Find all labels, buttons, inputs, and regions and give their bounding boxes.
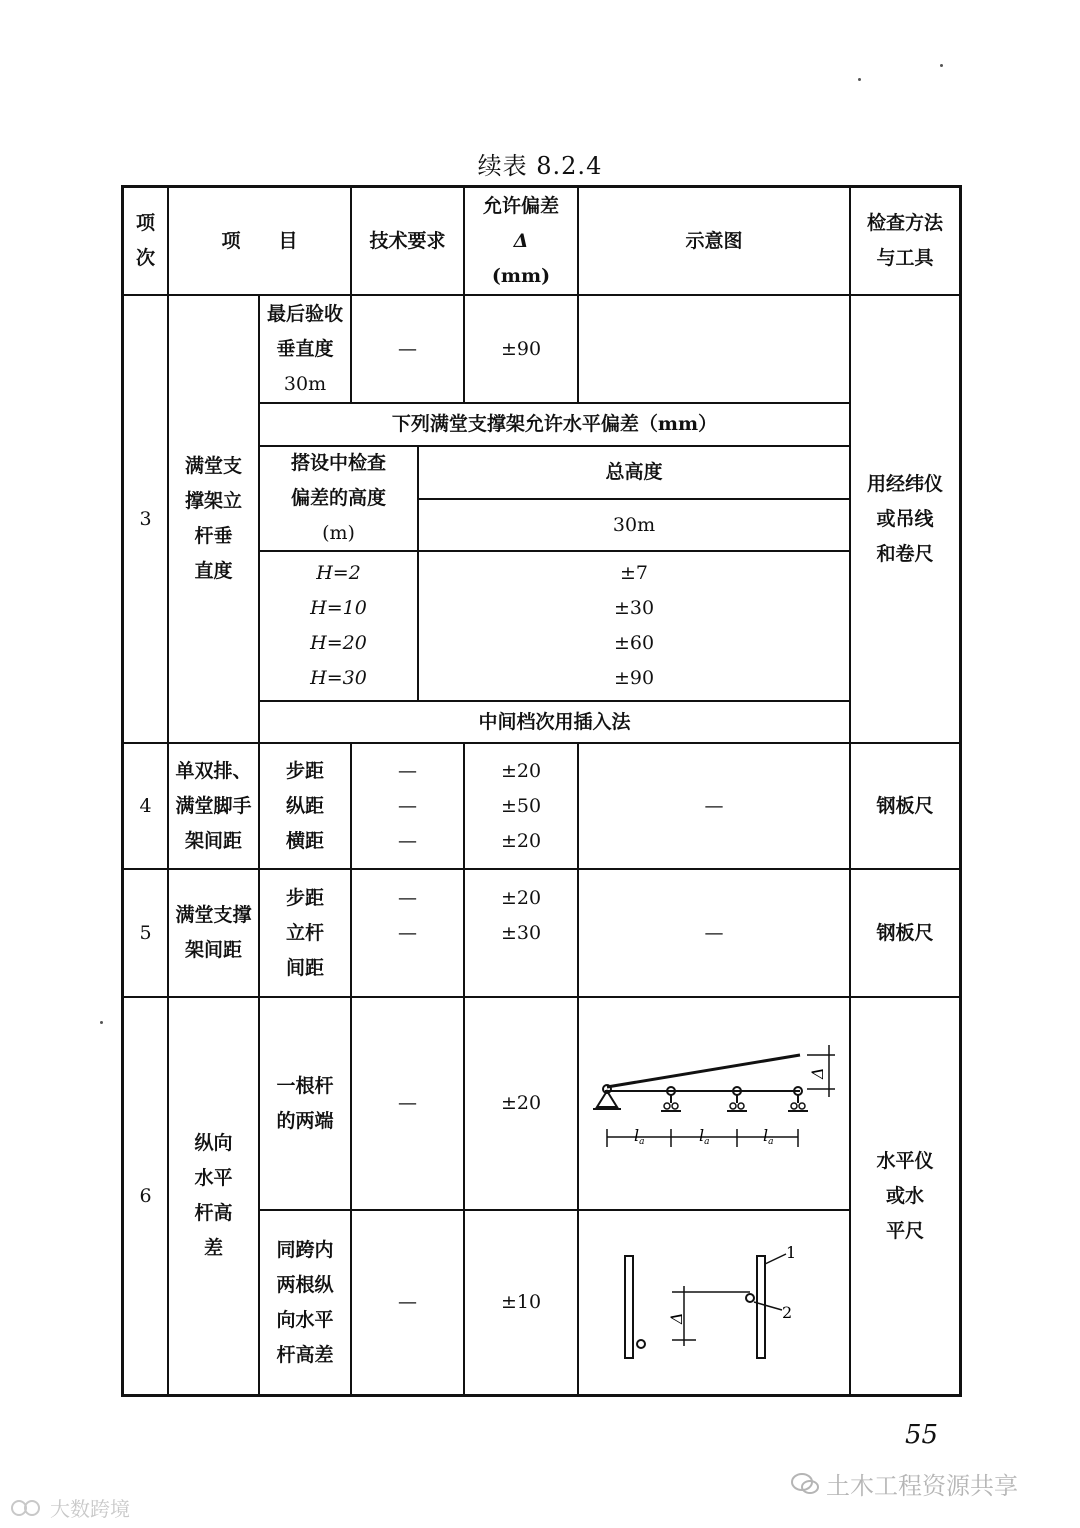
table-border-right — [959, 185, 962, 1397]
list-item: ±90 — [613, 667, 655, 689]
diagram-bar-ends — [585, 1025, 845, 1165]
row6-item: 纵向 水平 杆高 差 — [194, 1132, 233, 1259]
list-item: H=20 — [310, 632, 367, 654]
span-label: la — [699, 1126, 710, 1147]
row5-method: 钢板尺 — [876, 921, 934, 944]
list-item: H=2 — [316, 562, 361, 584]
header-col-diagram: 示意图 — [685, 229, 743, 252]
row6-sub1-requirement: — — [398, 1092, 417, 1114]
row3-subtable-title: 下列满堂支撑架允许水平偏差（mm） — [391, 413, 718, 435]
header-col-requirement: 技术要求 — [369, 229, 446, 252]
row4-item: 单双排、 满堂脚手 架间距 — [175, 759, 252, 852]
brand-logo-icon — [10, 1497, 46, 1519]
list-item: H=10 — [310, 597, 367, 619]
diagram-two-bars — [600, 1238, 830, 1368]
row3-requirement: — — [398, 337, 417, 360]
row5-deviation: ±20 ±30 — [500, 887, 542, 944]
wechat-icon — [790, 1471, 820, 1497]
row3-subhead-30m: 30m — [612, 513, 656, 536]
row6-sub1-item: 一根杆 的两端 — [276, 1074, 334, 1132]
row4-sub-item: 步距 纵距 横距 — [285, 759, 324, 852]
table-caption: 续表 8.2.4 — [477, 152, 603, 180]
header-col-deviation: 允许偏差 Δ (mm) — [482, 194, 559, 287]
row3-deviation: ±90 — [500, 337, 542, 360]
callout-1: 1 — [786, 1243, 797, 1262]
row6-sub1-deviation: ±20 — [500, 1092, 542, 1114]
row5-number: 5 — [139, 921, 152, 944]
row6-sub2-requirement: — — [398, 1291, 417, 1313]
row4-number: 4 — [139, 794, 152, 817]
row4-method: 钢板尺 — [876, 794, 934, 817]
callout-2: 2 — [782, 1303, 793, 1322]
row3-note: 中间档次用插入法 — [478, 710, 631, 733]
span-label: la — [634, 1126, 645, 1147]
row6-number: 6 — [139, 1184, 152, 1207]
row3-method: 用经纬仪 或吊线 和卷尺 — [866, 472, 943, 565]
row3-number: 3 — [139, 507, 152, 530]
header-col-method: 检查方法 与工具 — [866, 212, 943, 269]
delta-label: Δ — [667, 1312, 686, 1324]
list-item: H=30 — [310, 667, 367, 689]
scan-speck — [940, 64, 943, 67]
row3-heights-list — [260, 552, 417, 700]
support-pin-icon — [593, 1085, 621, 1109]
scan-speck — [858, 78, 861, 81]
row3-item: 满堂支 撑架立 杆垂 直度 — [184, 455, 242, 582]
list-item: ±60 — [613, 632, 655, 654]
row3-subhead-total: 总高度 — [605, 461, 663, 483]
header-col-index: 项 次 — [135, 212, 155, 269]
row3-sub-item: 最后验收 垂直度 30m — [266, 302, 343, 395]
table-border-bottom — [121, 1394, 962, 1397]
row4-requirement: — — — — [398, 759, 417, 852]
span-label: la — [763, 1126, 774, 1147]
row3-subhead-height: 搭设中检查 偏差的高度 (m) — [290, 452, 386, 544]
scan-speck — [100, 1021, 103, 1024]
list-item: ±30 — [613, 597, 655, 619]
header-col-item: 项 目 — [221, 229, 298, 252]
watermark-left: 大数跨境 — [10, 1493, 130, 1522]
row5-item: 满堂支撑 架间距 — [175, 904, 252, 961]
row4-deviation: ±20 ±50 ±20 — [500, 759, 542, 852]
delta-label: Δ — [808, 1067, 827, 1079]
row6-method: 水平仪 或水 平尺 — [876, 1149, 934, 1242]
row6-sub2-item: 同跨内 两根纵 向水平 杆高差 — [276, 1238, 334, 1366]
row5-diagram: — — [704, 921, 724, 944]
watermark-right: 土木工程资源共享 — [790, 1466, 1018, 1501]
row3-values-list — [419, 552, 849, 700]
row6-sub2-deviation: ±10 — [500, 1291, 542, 1313]
row4-diagram: — — [704, 794, 724, 817]
row5-sub-item: 步距 立杆 间距 — [285, 886, 324, 979]
page-number: 55 — [905, 1420, 939, 1450]
row5-requirement: — — — [398, 887, 417, 944]
list-item: ±7 — [619, 562, 648, 584]
